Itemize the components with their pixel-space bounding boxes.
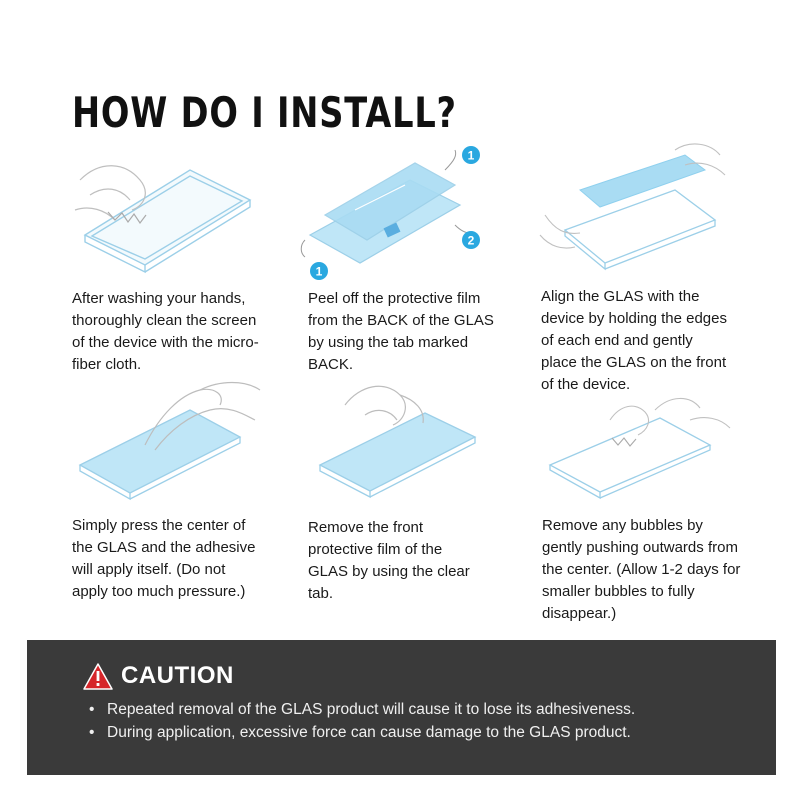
step-4-text: Simply press the center of the GLAS and the adhesive will apply itself. (Do not apply too much pressure.) [72,517,256,600]
step-5-illustration [305,375,505,505]
caution-item: • During application, excessive force can cause damage to the GLAS product. [89,721,635,744]
step-1-text: After washing your hands, thoroughly clean the screen of the device with the micro-fiber cloth. [72,290,259,373]
marker-1-bottom-label: 1 [315,264,323,279]
caution-list [89,698,635,744]
step-5-text: Remove the front protective film of the GLAS by using the clear tab. [308,519,470,602]
step-1-illustration [70,150,260,275]
marker-1-top-label: 1 [467,148,475,163]
caution-title: CAUTION [121,662,234,689]
step-4-illustration [70,375,270,505]
step-3-text: Align the GLAS with the device by holding the edges of each end and gently place the GLAS on the front of the device. [541,288,727,393]
warning-triangle-icon [83,663,113,690]
step-6-illustration [540,390,740,505]
page-title: HOW DO I INSTALL? [72,88,457,137]
marker-2-label: 2 [467,233,475,248]
caution-panel [27,640,776,775]
caution-item: • Repeated removal of the GLAS product will cause it to lose its adhesiveness. [89,698,635,721]
step-2-text: Peel off the protective film from the BACK of the GLAS by using the tab marked BACK. [308,290,494,373]
caution-header [83,662,234,690]
step-2-illustration [295,145,495,285]
step-3-illustration [535,135,735,280]
step-6-text: Remove any bubbles by gently pushing outwards from the center. (Allow 1-2 days for smaller bubbles to fully disappear.) [542,517,741,622]
